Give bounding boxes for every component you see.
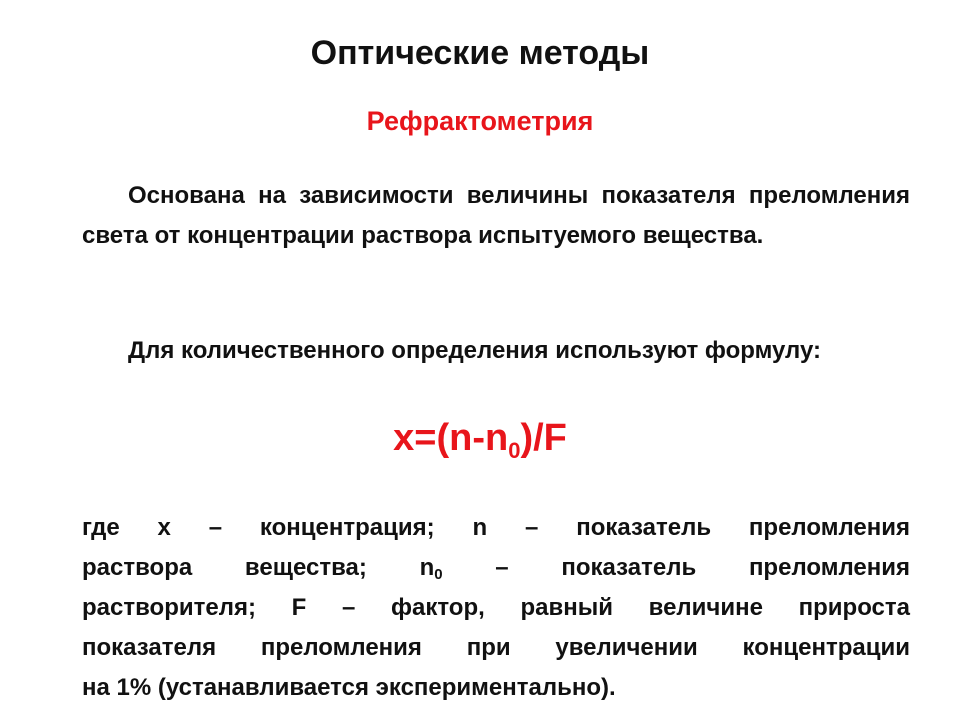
slide-title: Оптические методы bbox=[310, 34, 650, 72]
slide-subtitle: Рефрактометрия bbox=[366, 106, 594, 136]
definitions-line-2-end: – показатель преломления bbox=[442, 554, 911, 581]
formula-lhs: x=(n-n bbox=[393, 417, 509, 459]
definitions-line-3: растворителя; F – фактор, равный величине прироста bbox=[82, 594, 910, 621]
description-paragraph: Основана на зависимости величины показателя преломления света от концентрации раствора испытуемого вещества. bbox=[82, 182, 910, 249]
definitions-line-2-subscript: 0 bbox=[434, 566, 443, 583]
formula-subscript: 0 bbox=[508, 438, 521, 463]
formula-rhs: )/F bbox=[520, 417, 567, 459]
definitions-paragraph bbox=[82, 508, 910, 708]
formula-intro-paragraph: Для количественного определения используют формулу: bbox=[128, 337, 821, 364]
definitions-line-1: где x – концентрация; n – показатель преломления bbox=[82, 514, 910, 541]
definitions-line-2 bbox=[82, 548, 910, 588]
definitions-line-4: показателя преломления при увеличении концентрации bbox=[82, 634, 910, 661]
definitions-line-5: на 1% (устанавливается экспериментально). bbox=[82, 674, 616, 701]
definitions-line-2-start: раствора вещества; n bbox=[82, 554, 435, 581]
formula bbox=[0, 410, 960, 479]
